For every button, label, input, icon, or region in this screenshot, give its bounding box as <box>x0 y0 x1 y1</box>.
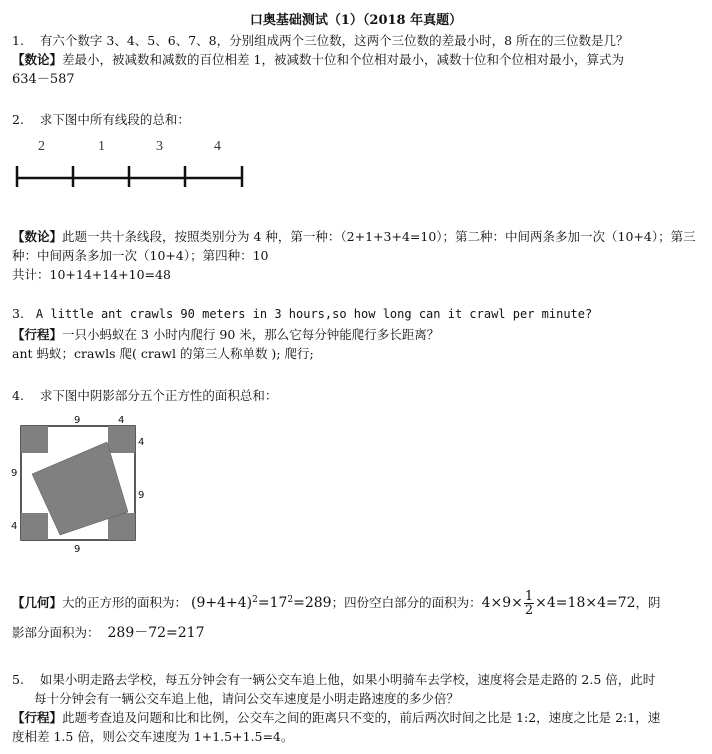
q4-fraction <box>524 590 534 617</box>
q5-number: 5. <box>12 672 24 687</box>
q4-question: 求下图中阴影部分五个正方性的面积总和： <box>39 388 278 403</box>
q2-answer-line1: 此题一共十条线段，按照类别分为 4 种，第一种：（2+1+3+4=10）；第二种：中间两条多加一次（10+4）；第三 <box>62 229 696 244</box>
q4-exp1: 2 <box>252 594 258 605</box>
segment-label: 2 <box>38 139 45 154</box>
figure-label: 9 <box>138 490 145 501</box>
q4-math4: 4×9× <box>481 595 523 611</box>
q4-math3: =289 <box>293 595 332 611</box>
q2-answer-row <box>12 227 696 245</box>
q1-question: 有六个数字 3、4、5、6、7、8，分别组成两个三位数，这两个三位数的差最小时，8 所在的三位数是几？ <box>39 33 629 48</box>
q4-exp2: 2 <box>287 594 294 605</box>
square-diagram <box>8 412 150 552</box>
q3-question-row <box>12 306 592 321</box>
shaded-square <box>21 426 48 453</box>
q2-question: 求下图中所有线段的总和： <box>39 112 190 127</box>
figure-label: 4 <box>138 437 145 448</box>
segment-label: 1 <box>98 139 105 154</box>
q5-answer-line2: 度相差 1.5 倍，则公交车速度为 1+1.5+1.5=4。 <box>12 729 294 744</box>
q4-math5: ×4=18×4=72 <box>535 595 636 611</box>
q4-question-row <box>12 386 277 404</box>
segment-diagram <box>14 136 254 196</box>
q2-answer-line2: 种：中间两条多加一次（10+4）；第四种：10 <box>12 248 269 263</box>
q3-answer-line1: 一只小蚂蚁在 3 小时内爬行 90 米，那么它每分钟能爬行多长距离？ <box>62 327 440 342</box>
q4-tag: 【几何】 <box>12 595 63 610</box>
q1-answer-line1: 差最小，被减数和减数的百位相差 1，被减数十位和个位相对最小，减数十位和个位相对最小，算式为 <box>62 52 624 67</box>
q3-number: 3. <box>12 306 24 321</box>
figure-label: 9 <box>74 544 81 552</box>
q1-tag: 【数论】 <box>12 52 63 67</box>
q5-question-line1: 如果小明走路去学校，每五分钟会有一辆公交车追上他，如果小明骑车去学校，速度将会是走路的 2.5 倍，此时 <box>39 672 656 687</box>
q4-answer-part2: ；四份空白部分的面积为： <box>331 595 482 610</box>
figure-label: 4 <box>11 521 18 532</box>
q4-answer-row <box>12 590 661 617</box>
figure-label: 9 <box>74 415 81 426</box>
q4-math1: (9+4+4) <box>191 595 253 611</box>
q3-answer-line2: ant 蚂蚁；crawls 爬( crawl 的第三人称单数 ); 爬行; <box>12 346 314 361</box>
q1-number: 1. <box>12 33 24 48</box>
q4-answer-line2-math: 289－72=217 <box>107 625 205 641</box>
segment-label: 4 <box>214 139 221 154</box>
q5-answer-line1: 此题考查追及问题和比和比例，公交车之间的距离只不变的，前后两次时间之比是 1:2，速度之比是 2:1，速 <box>62 710 661 725</box>
q5-answer-row <box>12 708 660 726</box>
q1-question-row <box>12 31 629 49</box>
shaded-square <box>21 513 48 540</box>
page-title: 口奥基础测试（1）（2018 年真题） <box>249 13 463 28</box>
q2-tag: 【数论】 <box>12 229 63 244</box>
q2-number: 2. <box>12 112 24 127</box>
q1-answer-line2: 634－587 <box>12 72 75 87</box>
q4-answer-line2-text: 影部分面积为： <box>12 625 100 640</box>
q1-answer-row <box>12 50 624 68</box>
figure-label: 9 <box>11 468 18 479</box>
q4-math2: =17 <box>257 595 288 611</box>
q3-answer-row <box>12 325 439 343</box>
q3-question: A little ant crawls 90 meters in 3 hours,so how long can it crawl per minute? <box>35 307 593 321</box>
segment-label: 3 <box>156 139 163 154</box>
q4-answer-part1: 大的正方形的面积为： <box>62 595 188 610</box>
q2-answer-line3: 共计：10+14+14+10=48 <box>12 267 171 282</box>
segment-figure <box>14 136 254 196</box>
q5-tag: 【行程】 <box>12 710 63 725</box>
q5-question-row <box>12 670 655 688</box>
q4-frac-num: 1 <box>524 589 534 604</box>
q4-answer-part3: ，阴 <box>635 595 661 610</box>
q3-tag: 【行程】 <box>12 327 63 342</box>
figure-label: 4 <box>118 415 125 426</box>
square-figure <box>8 412 150 552</box>
q5-question-line2: 每十分钟会有一辆公交车追上他，请问公交车速度是小明走路速度的多少倍？ <box>34 691 460 706</box>
q2-question-row <box>12 110 190 128</box>
q4-frac-den: 2 <box>524 603 534 618</box>
q4-answer-line2 <box>12 622 205 642</box>
shaded-square <box>108 426 135 453</box>
q4-number: 4. <box>12 388 24 403</box>
